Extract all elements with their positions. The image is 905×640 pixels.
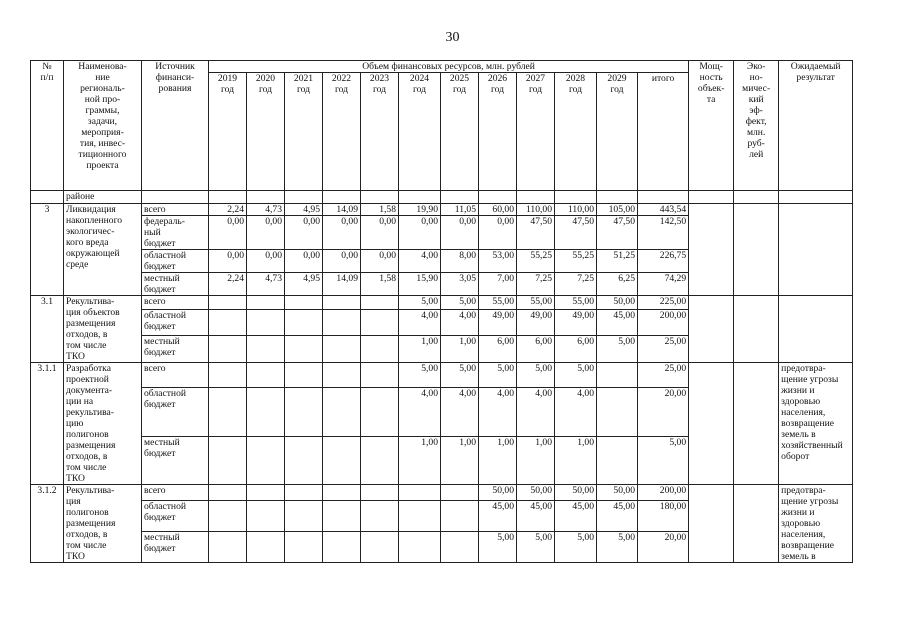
expected-result: предотвра- щение угрозы жизни и здоровью населения, возвращение земель в <box>779 485 853 563</box>
total-value: 20,00 <box>638 388 689 436</box>
year-value: 5,00 <box>441 296 479 310</box>
year-value <box>441 532 479 563</box>
year-value: 4,73 <box>247 204 285 216</box>
year-value <box>323 532 361 563</box>
row-name: Ликвидация накопленного экологичес- кого вреда окружающей среде <box>64 204 142 296</box>
year-value <box>209 485 247 501</box>
year-value <box>361 363 399 388</box>
funding-source: областной бюджет <box>142 250 209 273</box>
year-value: 55,00 <box>517 296 555 310</box>
year-value: 55,00 <box>479 296 517 310</box>
total-value: 225,00 <box>638 296 689 310</box>
year-value: 0,00 <box>479 216 517 250</box>
year-value: 0,00 <box>247 250 285 273</box>
header-number: № п/п <box>31 61 64 191</box>
funding-source: местный бюджет <box>142 336 209 363</box>
year-value: 0,00 <box>361 216 399 250</box>
year-value: 1,58 <box>361 204 399 216</box>
year-value <box>323 485 361 501</box>
year-value: 105,00 <box>597 204 638 216</box>
expected-result <box>779 204 853 296</box>
year-value: 49,00 <box>517 309 555 336</box>
year-value: 110,00 <box>555 204 597 216</box>
year-value: 5,00 <box>399 296 441 310</box>
year-value: 45,00 <box>597 501 638 532</box>
year-value: 1,00 <box>441 436 479 484</box>
header-year-0: 2019 год <box>209 73 247 191</box>
year-value <box>209 501 247 532</box>
year-value: 3,05 <box>441 273 479 296</box>
header-volume: Объем финансовых ресурсов, млн. рублей <box>209 61 689 73</box>
header-year-10: 2029 год <box>597 73 638 191</box>
year-value: 0,00 <box>285 216 323 250</box>
year-value: 0,00 <box>247 216 285 250</box>
effect-cell <box>734 485 779 563</box>
header-name: Наименова- ние региональ- ной про- граммы, задачи, мероприя- тия, инвес- тиционного проекта <box>64 61 142 191</box>
year-value: 5,00 <box>441 363 479 388</box>
header-year-6: 2025 год <box>441 73 479 191</box>
year-value: 5,00 <box>597 336 638 363</box>
table-row <box>31 204 853 216</box>
year-value: 4,00 <box>555 388 597 436</box>
year-value: 2,24 <box>209 273 247 296</box>
total-value: 226,75 <box>638 250 689 273</box>
financing-table <box>30 60 853 563</box>
year-value: 7,00 <box>479 273 517 296</box>
year-value: 15,90 <box>399 273 441 296</box>
year-value: 110,00 <box>517 204 555 216</box>
year-value: 4,00 <box>441 309 479 336</box>
header-year-8: 2027 год <box>517 73 555 191</box>
year-value: 45,00 <box>479 501 517 532</box>
year-value: 55,00 <box>555 296 597 310</box>
expected-result <box>779 296 853 363</box>
year-value <box>247 296 285 310</box>
year-value: 51,25 <box>597 250 638 273</box>
year-value: 2,24 <box>209 204 247 216</box>
row-number: 3.1.1 <box>31 363 64 485</box>
header-power: Мощ- ность объек- та <box>689 61 734 191</box>
year-value <box>209 388 247 436</box>
header-result: Ожидаемый результат <box>779 61 853 191</box>
year-value <box>361 532 399 563</box>
year-value: 55,25 <box>555 250 597 273</box>
year-value: 8,00 <box>441 250 479 273</box>
year-value <box>247 501 285 532</box>
year-value: 0,00 <box>209 216 247 250</box>
year-value <box>597 388 638 436</box>
year-value: 5,00 <box>555 532 597 563</box>
funding-source: федераль- ный бюджет <box>142 216 209 250</box>
table-row <box>31 363 853 388</box>
year-value <box>209 309 247 336</box>
power-cell <box>689 296 734 363</box>
year-value: 45,00 <box>597 309 638 336</box>
year-value: 14,09 <box>323 204 361 216</box>
year-value <box>323 336 361 363</box>
year-value: 45,00 <box>517 501 555 532</box>
total-value: 74,29 <box>638 273 689 296</box>
year-value: 5,00 <box>479 532 517 563</box>
year-value <box>285 296 323 310</box>
header-year-11: итого <box>638 73 689 191</box>
year-value <box>361 296 399 310</box>
header-source: Источник финанси- рования <box>142 61 209 191</box>
year-value: 6,00 <box>517 336 555 363</box>
year-value <box>247 532 285 563</box>
total-value: 20,00 <box>638 532 689 563</box>
year-value <box>285 532 323 563</box>
effect-cell <box>734 204 779 296</box>
funding-source: всего <box>142 363 209 388</box>
year-value <box>323 309 361 336</box>
header-year-7: 2026 год <box>479 73 517 191</box>
year-value <box>209 532 247 563</box>
year-value <box>361 336 399 363</box>
year-value <box>323 296 361 310</box>
row-name: Рекультива- ция объектов размещения отходов, в том числе ТКО <box>64 296 142 363</box>
year-value: 6,00 <box>479 336 517 363</box>
year-value: 50,00 <box>517 485 555 501</box>
row-number: 3.1 <box>31 296 64 363</box>
funding-source: местный бюджет <box>142 532 209 563</box>
year-value: 1,00 <box>399 336 441 363</box>
effect-cell <box>734 296 779 363</box>
power-cell <box>689 485 734 563</box>
year-value <box>323 436 361 484</box>
year-value: 50,00 <box>597 296 638 310</box>
year-value <box>285 309 323 336</box>
year-value <box>323 363 361 388</box>
year-value: 1,00 <box>479 436 517 484</box>
funding-source: областной бюджет <box>142 501 209 532</box>
year-value: 6,00 <box>555 336 597 363</box>
year-value: 0,00 <box>209 250 247 273</box>
total-value: 180,00 <box>638 501 689 532</box>
year-value: 49,00 <box>555 309 597 336</box>
year-value <box>285 363 323 388</box>
header-effect: Эко- но- мичес- кий эф- фект, млн. руб- лей <box>734 61 779 191</box>
year-value: 47,50 <box>517 216 555 250</box>
year-value <box>441 485 479 501</box>
year-value: 1,00 <box>441 336 479 363</box>
year-value: 5,00 <box>517 363 555 388</box>
year-value <box>597 436 638 484</box>
year-value: 5,00 <box>399 363 441 388</box>
power-cell <box>689 204 734 296</box>
year-value <box>285 388 323 436</box>
year-value: 7,25 <box>517 273 555 296</box>
row-number: 3.1.2 <box>31 485 64 563</box>
year-value: 0,00 <box>399 216 441 250</box>
total-value: 443,54 <box>638 204 689 216</box>
year-value <box>247 436 285 484</box>
year-value: 5,00 <box>517 532 555 563</box>
year-value: 1,00 <box>399 436 441 484</box>
funding-source: всего <box>142 204 209 216</box>
year-value: 4,95 <box>285 204 323 216</box>
total-value: 142,50 <box>638 216 689 250</box>
year-value: 4,00 <box>399 309 441 336</box>
total-value: 5,00 <box>638 436 689 484</box>
year-value: 6,25 <box>597 273 638 296</box>
year-value <box>209 363 247 388</box>
row-name: Рекультива- ция полигонов размещения отходов, в том числе ТКО <box>64 485 142 563</box>
effect-cell <box>734 363 779 485</box>
year-value: 4,00 <box>399 250 441 273</box>
year-value: 0,00 <box>361 250 399 273</box>
header-year-4: 2023 год <box>361 73 399 191</box>
year-value: 0,00 <box>441 216 479 250</box>
total-value: 200,00 <box>638 485 689 501</box>
table-row <box>31 296 853 310</box>
year-value: 4,73 <box>247 273 285 296</box>
table-row <box>31 485 853 501</box>
year-value: 55,25 <box>517 250 555 273</box>
year-value <box>399 485 441 501</box>
year-value: 49,00 <box>479 309 517 336</box>
year-value <box>323 388 361 436</box>
year-value <box>209 296 247 310</box>
year-value <box>361 436 399 484</box>
funding-source: областной бюджет <box>142 309 209 336</box>
year-value: 1,00 <box>555 436 597 484</box>
year-value: 50,00 <box>555 485 597 501</box>
year-value <box>209 336 247 363</box>
year-value <box>285 436 323 484</box>
funding-source: областной бюджет <box>142 388 209 436</box>
year-value: 47,50 <box>555 216 597 250</box>
row-name: Разработка проектной документа- ции на рекультива- цию полигонов размещения отходов, в том числе ТКО <box>64 363 142 485</box>
header-year-2: 2021 год <box>285 73 323 191</box>
funding-source: всего <box>142 296 209 310</box>
page-number: 30 <box>445 30 460 45</box>
year-value: 5,00 <box>597 532 638 563</box>
year-value: 50,00 <box>597 485 638 501</box>
year-value <box>597 363 638 388</box>
funding-source: всего <box>142 485 209 501</box>
continuation-text: районе <box>64 191 142 204</box>
header-year-3: 2022 год <box>323 73 361 191</box>
year-value: 47,50 <box>597 216 638 250</box>
year-value <box>399 501 441 532</box>
year-value: 0,00 <box>323 250 361 273</box>
year-value <box>285 501 323 532</box>
header-year-9: 2028 год <box>555 73 597 191</box>
year-value <box>209 436 247 484</box>
total-value: 25,00 <box>638 336 689 363</box>
year-value: 11,05 <box>441 204 479 216</box>
year-value <box>361 309 399 336</box>
year-value <box>441 501 479 532</box>
year-value <box>361 388 399 436</box>
total-value: 25,00 <box>638 363 689 388</box>
expected-result: предотвра- щение угрозы жизни и здоровью населения, возвращение земель в хозяйственный оборот <box>779 363 853 485</box>
year-value: 4,00 <box>479 388 517 436</box>
year-value <box>285 485 323 501</box>
year-value: 5,00 <box>555 363 597 388</box>
year-value: 0,00 <box>285 250 323 273</box>
year-value: 1,00 <box>517 436 555 484</box>
year-value: 7,25 <box>555 273 597 296</box>
row-number: 3 <box>31 204 64 296</box>
year-value: 1,58 <box>361 273 399 296</box>
year-value <box>247 363 285 388</box>
year-value: 0,00 <box>323 216 361 250</box>
year-value <box>247 388 285 436</box>
year-value: 19,90 <box>399 204 441 216</box>
year-value: 4,00 <box>517 388 555 436</box>
funding-source: местный бюджет <box>142 273 209 296</box>
year-value <box>285 336 323 363</box>
funding-source: местный бюджет <box>142 436 209 484</box>
year-value <box>361 501 399 532</box>
year-value: 4,00 <box>399 388 441 436</box>
year-value <box>247 485 285 501</box>
year-value: 50,00 <box>479 485 517 501</box>
year-value <box>361 485 399 501</box>
year-value: 4,00 <box>441 388 479 436</box>
year-value: 14,09 <box>323 273 361 296</box>
year-value <box>399 532 441 563</box>
year-value <box>323 501 361 532</box>
header-year-1: 2020 год <box>247 73 285 191</box>
year-value: 53,00 <box>479 250 517 273</box>
total-value: 200,00 <box>638 309 689 336</box>
header-year-5: 2024 год <box>399 73 441 191</box>
power-cell <box>689 363 734 485</box>
year-value: 4,95 <box>285 273 323 296</box>
year-value: 5,00 <box>479 363 517 388</box>
year-value <box>247 336 285 363</box>
year-value <box>247 309 285 336</box>
year-value: 60,00 <box>479 204 517 216</box>
year-value: 45,00 <box>555 501 597 532</box>
